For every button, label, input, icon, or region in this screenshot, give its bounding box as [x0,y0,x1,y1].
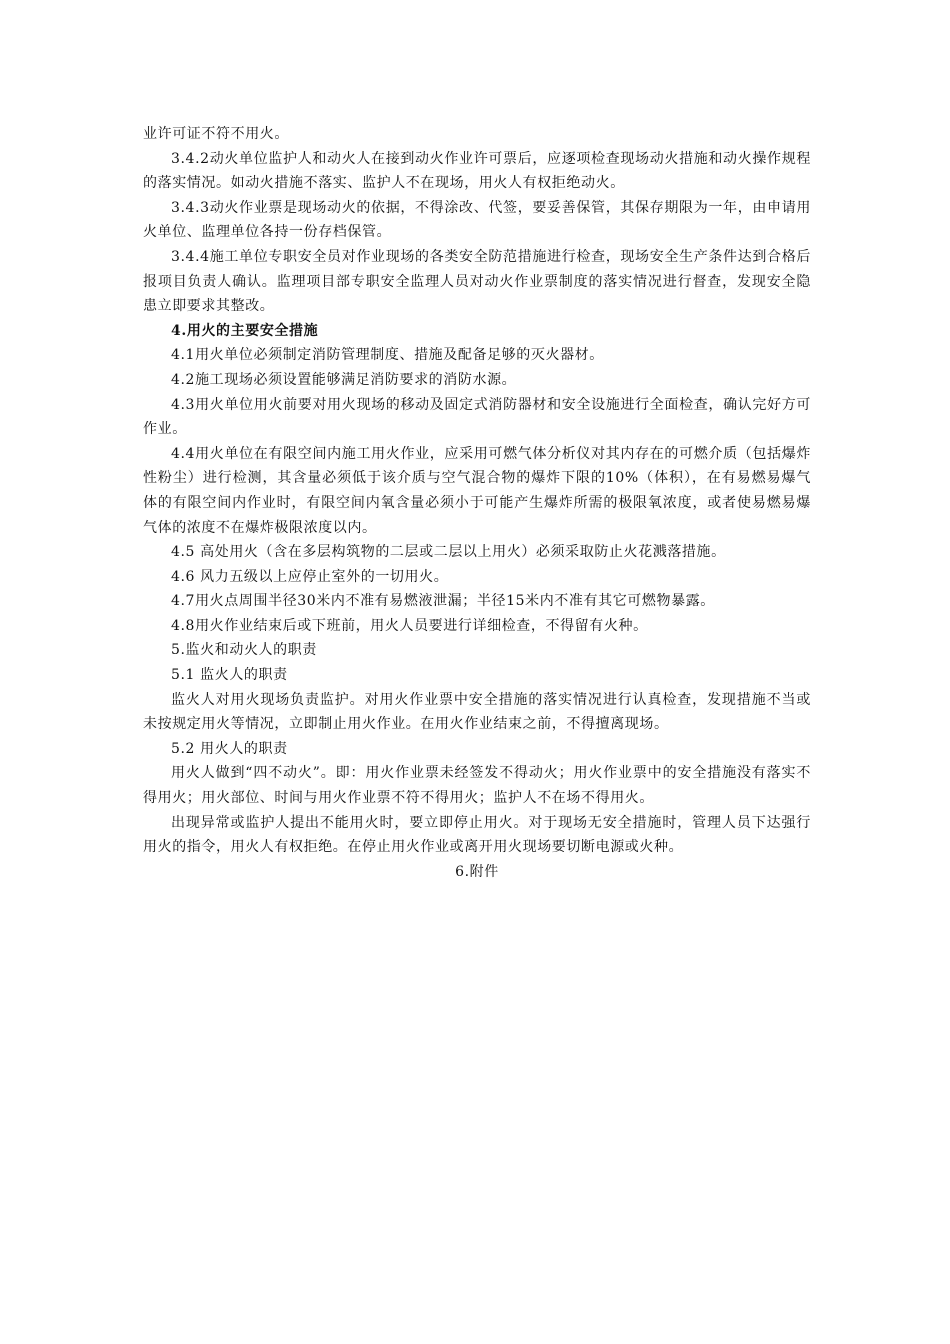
section-heading-4: 4.用火的主要安全措施 [171,322,319,339]
paragraph-4-7: 4.7用火点周围半径30米内不准有易燃液泄漏；半径15米内不准有其它可燃物暴露。 [171,593,715,610]
subheading-5-1: 5.1 监火人的职责 [171,667,288,684]
paragraph-3-4-3: 3.4.3动火作业票是现场动火的依据，不得涂改、代签，要妥善保管，其保存期限为一年，由申请用火单位、监理单位各持一份存档保管。 [143,199,811,241]
paragraph-4-1: 4.1用火单位必须制定消防管理制度、措施及配备足够的灭火器材。 [171,347,604,364]
section-heading-6: 6.附件 [455,863,499,880]
document-body [143,122,811,884]
paragraph-5-2-body-2: 出现异常或监护人提出不能用火时，要立即停止用火。对于现场无安全措施时，管理人员下达强行用火的指令，用火人有权拒绝。在停止用火作业或离开用火现场要切断电源或火种。 [143,814,811,856]
paragraph-5-1-body: 监火人对用火现场负责监护。对用火作业票中安全措施的落实情况进行认真检查，发现措施不当或未按规定用火等情况，立即制止用火作业。在用火作业结束之前，不得擅离现场。 [143,691,811,733]
paragraph-4-3: 4.3用火单位用火前要对用火现场的移动及固定式消防器材和安全设施进行全面检查，确认完好方可作业。 [143,396,811,438]
paragraph-continuation: 业许可证不符不用火。 [143,126,289,142]
paragraph-4-5: 4.5 高处用火（含在多层构筑物的二层或二层以上用火）必须采取防止火花溅落措施。 [171,544,726,561]
section-heading-5: 5.监火和动火人的职责 [171,642,317,659]
paragraph-4-4: 4.4用火单位在有限空间内施工用火作业，应采用可燃气体分析仪对其内存在的可燃介质（包括爆炸性粉尘）进行检测，其含量必须低于该介质与空气混合物的爆炸下限的10%（体积），在有易燃易爆气体的有限空间内作业时，有限空间内氧含量必须小于可能产生爆炸所需的极限氧浓度，或者使易燃易爆气体的浓度不在爆炸极限浓度以内。 [143,445,811,536]
paragraph-4-6: 4.6 风力五级以上应停止室外的一切用火。 [171,568,449,585]
paragraph-3-4-4: 3.4.4施工单位专职安全员对作业现场的各类安全防范措施进行检查，现场安全生产条件达到合格后报项目负责人确认。监理项目部专职安全监理人员对动火作业票制度的落实情况进行督查，发现安全隐患立即要求其整改。 [143,248,811,315]
subheading-5-2: 5.2 用火人的职责 [171,740,288,757]
paragraph-4-2: 4.2施工现场必须设置能够满足消防要求的消防水源。 [171,371,517,388]
paragraph-3-4-2: 3.4.2动火单位监护人和动火人在接到动火作业许可票后，应逐项检查现场动火措施和动火操作规程的落实情况。如动火措施不落实、监护人不在现场，用火人有权拒绝动火。 [143,150,811,192]
paragraph-5-2-body: 用火人做到“四不动火”。即：用火作业票未经签发不得动火；用火作业票中的安全措施没有落实不得用火；用火部位、时间与用火作业票不符不得用火；监护人不在场不得用火。 [143,765,811,807]
paragraph-4-8: 4.8用火作业结束后或下班前，用火人员要进行详细检查，不得留有火种。 [171,617,648,634]
